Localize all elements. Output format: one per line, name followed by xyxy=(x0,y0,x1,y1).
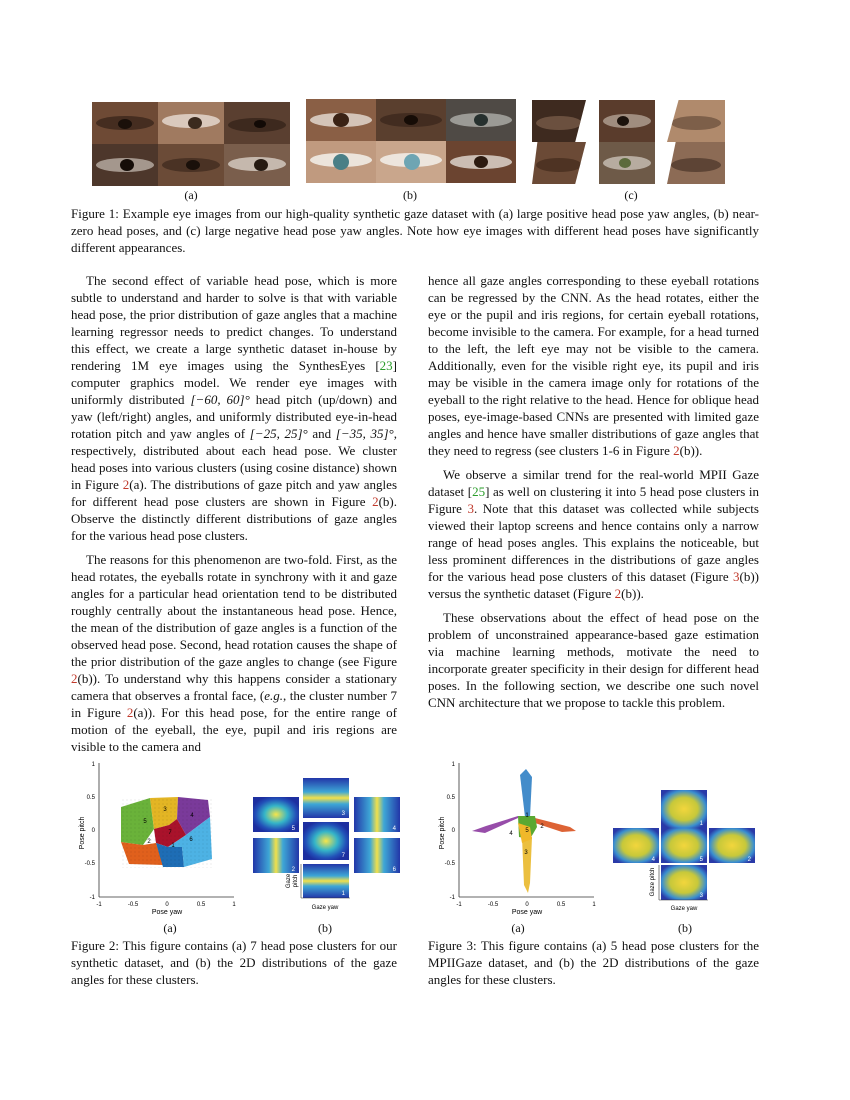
y-tick: -1 xyxy=(449,895,455,901)
eye-image xyxy=(376,141,446,183)
figure-link[interactable]: 2 xyxy=(71,671,78,686)
y-tick: -1 xyxy=(89,895,95,901)
eye-image xyxy=(92,102,158,144)
y-tick: 0.5 xyxy=(446,795,455,801)
panel-label: 1 xyxy=(699,821,703,827)
x-axis-label: Pose yaw xyxy=(151,909,183,916)
panel-label: 7 xyxy=(341,853,345,859)
x-tick: 1 xyxy=(232,902,236,908)
cluster-region xyxy=(522,837,532,893)
cluster-label: 7 xyxy=(168,830,172,836)
x-tick: -1 xyxy=(96,902,102,908)
y-tick: 1 xyxy=(91,762,95,768)
right-column xyxy=(428,272,759,718)
figure-3-gaze-panels xyxy=(610,785,760,915)
x-axis-label: Pose yaw xyxy=(511,909,543,916)
gaze-x-label: Gaze yaw xyxy=(670,906,698,912)
figure-3-caption: Figure 3: This figure contains (a) 5 head pose clusters for the MPIIGaze dataset, and (b) the 2D distributions of the gaze angles for these clusters. xyxy=(428,938,759,987)
panel-label: 5 xyxy=(699,857,703,863)
x-tick: 0 xyxy=(525,902,529,908)
eye-image xyxy=(532,142,586,184)
eye-image xyxy=(446,141,516,183)
gaze-y-label: Gaze pitch xyxy=(650,867,656,897)
figure-link[interactable]: 2 xyxy=(372,494,379,509)
cluster-label: 1 xyxy=(171,843,175,849)
figure-3-label-b: (b) xyxy=(678,921,692,935)
panel-label: 4 xyxy=(392,826,396,832)
eye-image xyxy=(306,99,376,141)
cluster-label: 3 xyxy=(163,807,167,813)
panel-label: 3 xyxy=(699,893,703,899)
panel-label: 5 xyxy=(291,826,295,832)
figure-2-label-b: (b) xyxy=(318,921,332,935)
figure-1-label-a: (a) xyxy=(184,188,198,202)
gaze-x-label: Gaze yaw xyxy=(311,905,339,911)
figure-2-gaze-panels xyxy=(250,775,410,915)
eye-image xyxy=(599,142,655,184)
figure-2-label-a: (a) xyxy=(163,921,177,935)
cluster-label: 5 xyxy=(143,819,147,825)
panel-label: 4 xyxy=(651,857,655,863)
eye-image xyxy=(599,100,655,142)
cluster-label: 2 xyxy=(540,824,544,830)
eye-image xyxy=(306,141,376,183)
figure-link[interactable]: 2 xyxy=(673,443,680,458)
eye-image xyxy=(158,102,224,144)
eye-image xyxy=(667,100,725,142)
figure-1-label-b: (b) xyxy=(403,188,417,202)
y-tick: 1 xyxy=(451,762,455,768)
figure-link[interactable]: 2 xyxy=(614,586,622,601)
figure-3-label-a: (a) xyxy=(511,921,525,935)
panel-label: 2 xyxy=(291,867,295,873)
eye-image xyxy=(667,142,725,184)
gaze-y-label: Gaze xyxy=(286,873,292,889)
cluster-label: 1 xyxy=(525,813,529,819)
left-column xyxy=(71,272,397,762)
x-tick: 0.5 xyxy=(196,902,206,908)
citation-link[interactable]: 25 xyxy=(472,484,486,499)
cluster-label: 4 xyxy=(509,831,513,837)
x-tick: 1 xyxy=(592,902,596,908)
paragraph: The reasons for this phenomenon are two-fold. First, as the head rotates, the eyeballs rotate in synchrony with it and gaze angles for a particular head orientation tend to be distributed roughly centrally about the instantaneous head pose. Hence, the mean of the distribution of gaze angles is a function of the observed head pose. Second, head rotation causes the shape of the prior distribution of the gaze angles to change (see Figure 2(b)). To understand why this happens consider a stationary camera that observes a frontal face, (e.g., the cluster number 7 in Figure 2(a)). For this head pose, for the entire range of motion of the eyeball, the eye, pupil and iris regions are visible to the camera and xyxy=(71,552,397,754)
x-tick: 0.5 xyxy=(556,902,566,908)
figure-2-caption: Figure 2: This figure contains (a) 7 head pose clusters for our synthetic dataset, and (b) the 2D distributions of the gaze angles for these clusters. xyxy=(71,938,397,987)
x-tick: 0 xyxy=(165,902,169,908)
x-tick: -0.5 xyxy=(127,902,139,908)
eye-image xyxy=(224,102,290,144)
eye-image xyxy=(376,99,446,141)
cluster-label: 2 xyxy=(147,839,151,845)
paragraph: The second effect of variable head pose, which is more subtle to understand and harder to solve is that with variable head pose, the prior distribution of gaze angles that a machine learning regressor needs to predict changes. To understand this effect, we create a large synthetic dataset in-house by rendering 1M eye images using the SynthesEyes [23] computer graphics model. We render eye images with uniformly distributed [−60, 60]° head pitch (up/down) and yaw (left/right) angles, and uniformly distributed eye-in-head rotation pitch and yaw angles of [−25, 25]° and [−35, 35]°, respectively, distributed about each head pose. We cluster head poses into various clusters (using cosine distance) shown in Figure 2(a). The distributions of gaze pitch and yaw angles for different head pose clusters are shown in Figure 2(b). Observe the distinctly different distributions of gaze angles for the various head pose clusters. xyxy=(71,273,397,543)
panel-label: 6 xyxy=(392,867,396,873)
y-axis-label: Pose pitch xyxy=(439,816,446,850)
x-tick: -0.5 xyxy=(487,902,499,908)
cluster-label: 3 xyxy=(524,850,528,856)
paragraph: These observations about the effect of head pose on the problem of unconstrained appearance-based gaze estimation via machine learning methods, motivate the need to incorporate greater specificity in their design for different head poses. In the following section, we describe one such novel CNN architecture that we propose to tackle this problem. xyxy=(428,610,759,710)
paragraph: hence all gaze angles corresponding to these eyeball rotations can be regressed by the CNN. As the head rotates, either the eye or the pupil and iris regions, for certain eyeball rotations, become invisible to the camera. For example, for a head turned to the left, the left eye may not be visible to the camera. Additionally, even for the visible right eye, its pupil and iris may be visible in the camera image only for rotations of the eyeball to the right relative to the head. Hence for oblique head poses, eye-image-based CNNs are presented with limited gaze angles and hence have smaller distributions of gaze angles that they need to regress (see clusters 1-6 in Figure 2(b)). xyxy=(428,273,759,458)
y-tick: 0.5 xyxy=(86,795,95,801)
eye-image xyxy=(158,144,224,186)
eye-image xyxy=(224,144,290,186)
figure-link[interactable]: 3 xyxy=(467,501,474,516)
y-axis-label: Pose pitch xyxy=(79,816,86,850)
figure-link[interactable]: 2 xyxy=(122,477,130,492)
x-tick: -1 xyxy=(456,902,462,908)
panel-label: 3 xyxy=(341,811,345,817)
eye-image xyxy=(532,100,586,142)
eye-image xyxy=(92,144,158,186)
y-tick: 0 xyxy=(91,828,95,834)
eye-image xyxy=(446,99,516,141)
figure-link[interactable]: 3 xyxy=(733,569,740,584)
figure-link[interactable]: 2 xyxy=(126,705,134,720)
figure-3-scatter xyxy=(430,755,605,920)
y-tick: 0 xyxy=(451,828,455,834)
panel-label: 1 xyxy=(341,891,345,897)
figure-2-scatter xyxy=(70,755,245,920)
y-tick: -0.5 xyxy=(84,861,95,867)
citation-link[interactable]: 23 xyxy=(379,358,393,373)
figure-1-caption: Figure 1: Example eye images from our high-quality synthetic gaze dataset with (a) large positive head pose yaw angles, (b) near-zero head poses, and (c) large negative head pose yaw angles. Note how eye images with different head poses have significantly different appearances. xyxy=(71,206,759,255)
panel-label: 2 xyxy=(747,857,751,863)
y-tick: -0.5 xyxy=(444,861,455,867)
gaze-y-label: pitch xyxy=(293,874,299,888)
paragraph: We observe a similar trend for the real-world MPII Gaze dataset [25] as well on clustering it into 5 head pose clusters in Figure 3. Note that this dataset was collected while subjects viewed their laptop screens and hence contains only a narrow range of head poses angles. This explains the noticeable, but less prominent differences in the distributions of gaze angles for the various head pose clusters of this dataset (Figure 3(b)) versus the synthetic dataset (Figure 2(b)). xyxy=(428,467,759,601)
cluster-label: 4 xyxy=(190,813,194,819)
cluster-region xyxy=(520,769,532,817)
figure-1-label-c: (c) xyxy=(624,188,638,202)
cluster-label: 5 xyxy=(525,828,529,834)
cluster-label: 6 xyxy=(189,837,193,843)
